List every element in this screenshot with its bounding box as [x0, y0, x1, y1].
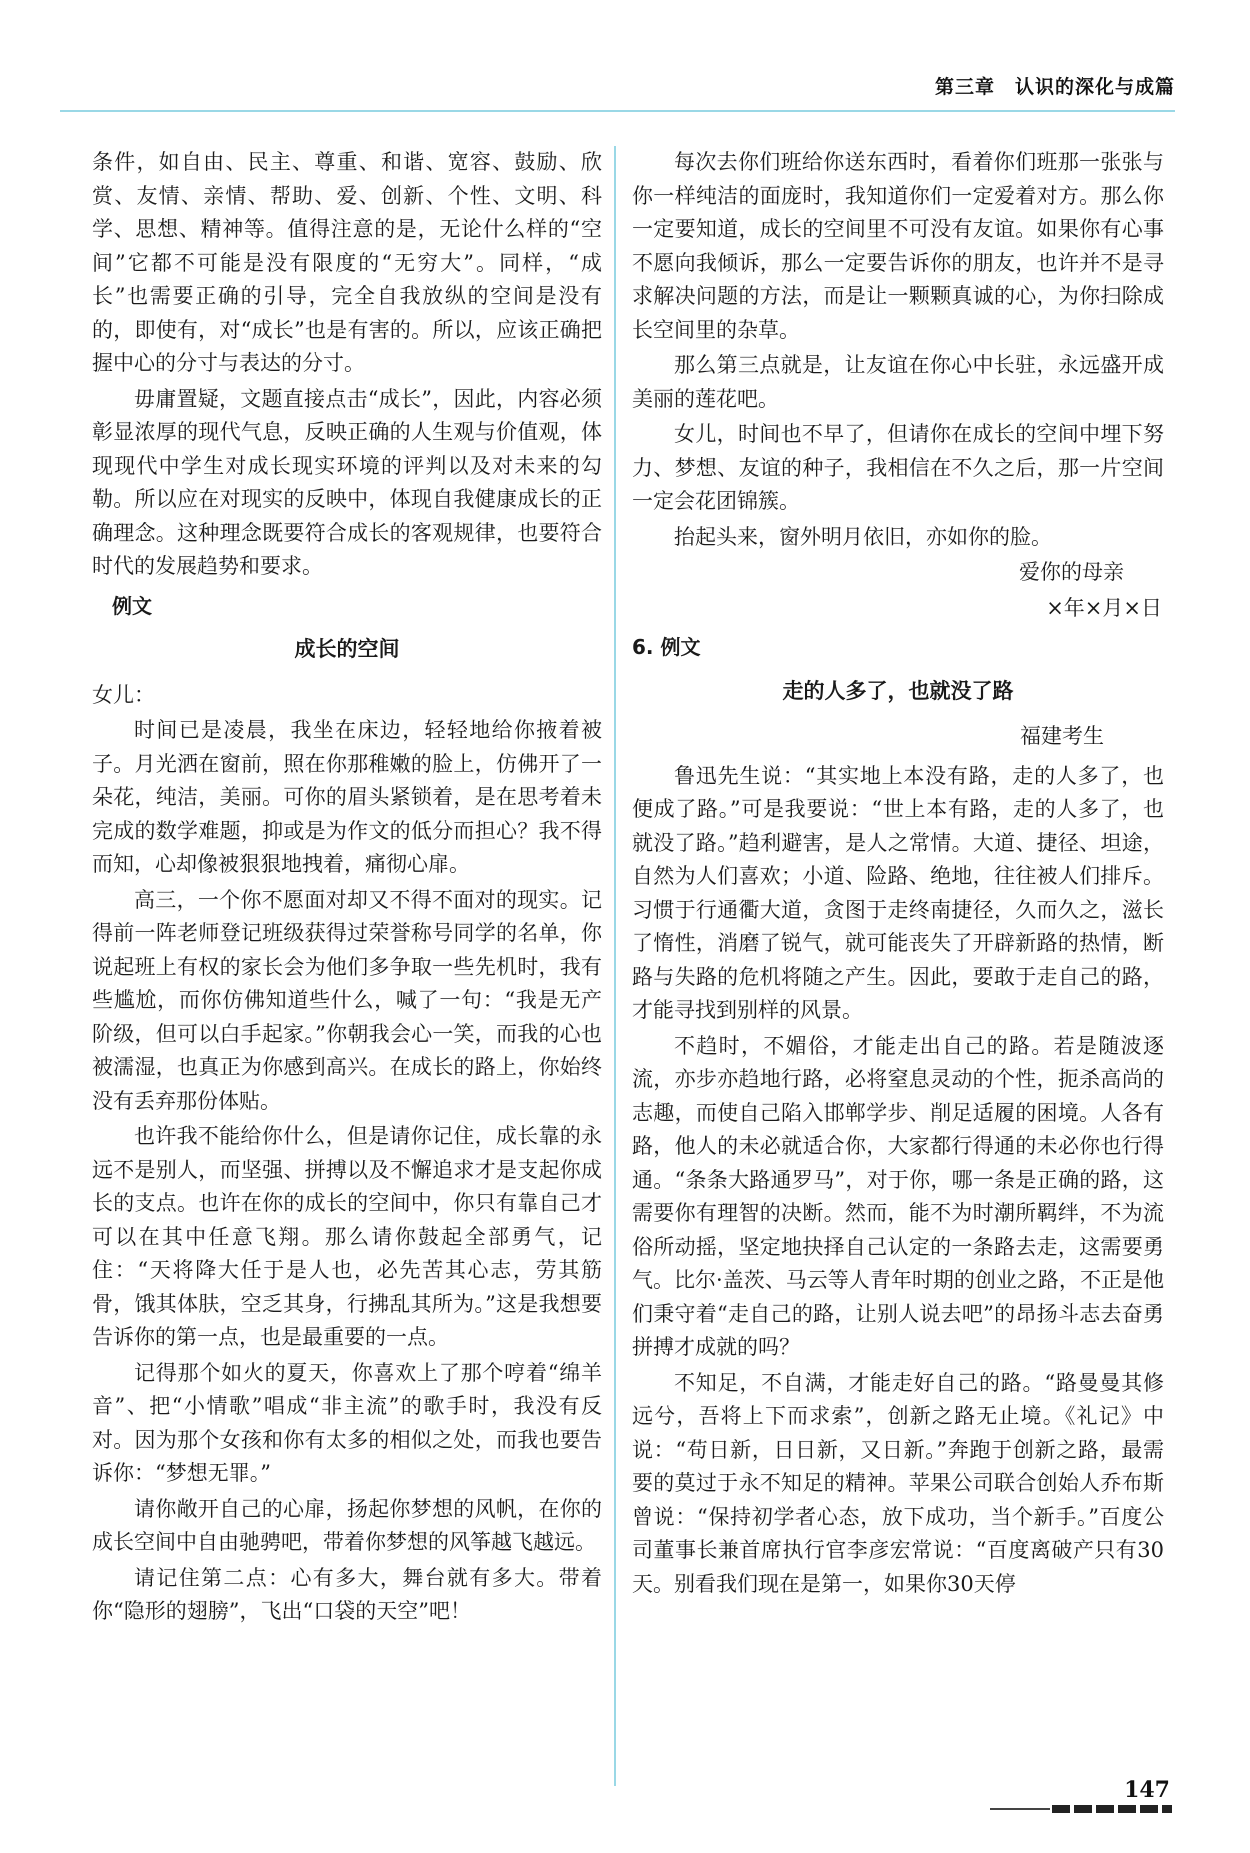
essay-title: 走的人多了，也就没了路: [782, 678, 1014, 703]
paragraph: 毋庸置疑，文题直接点击“成长”，因此，内容必须彰显浓厚的现代气息，反映正确的人生观与价值观，体现现代中学生对成长现实环境的评判以及对未来的勾勒。所以应在对现实的反映中，体现自我健康成长的正确理念。这种理念既要符合成长的客观规律，也要符合时代的发展趋势和要求。: [92, 386, 602, 578]
page-number-ornament: [1052, 1805, 1172, 1813]
paragraph: 记得那个如火的夏天，你喜欢上了那个哼着“绵羊音”、把“小情歌”唱成“非主流”的歌手时，我没有反对。因为那个女孩和你有太多的相似之处，而我也要告诉你：“梦想无罪。”: [92, 1360, 602, 1485]
paragraph: 条件，如自由、民主、尊重、和谐、宽容、鼓励、欣赏、友情、亲情、帮助、爱、创新、个性、文明、科学、思想、精神等。值得注意的是，无论什么样的“空间”它都不可能是没有限度的“无穷大”。同样，“成长”也需要正确的引导，完全自我放纵的空间是没有的，即使有，对“成长”也是有害的。所以，应该正确把握中心的分寸与表达的分寸。: [92, 150, 602, 375]
paragraph: 每次去你们班给你送东西时，看着你们班那一张张与你一样纯洁的面庞时，我知道你们一定爱着对方。那么你一定要知道，成长的空间里不可没有友谊。如果你有心事不愿向我倾诉，那么一定要告诉你的朋友，也许并不是寻求解决问题的方法，而是让一颗颗真诚的心，为你扫除成长空间里的杂草。: [632, 150, 1164, 342]
column-divider: [614, 146, 616, 1786]
paragraph: 鲁迅先生说：“其实地上本没有路，走的人多了，也便成了路。”可是我要说：“世上本有路，走的人多了，也就没了路。”趋利避害，是人之常情。大道、捷径、坦途，自然为人们喜欢；小道、险路、绝地，往往被人们排斥。习惯于行通衢大道，贪图于走终南捷径，久而久之，滋长了惰性，消磨了锐气，就可能丧失了开辟新路的热情，断路与失路的危机将随之产生。因此，要敢于走自己的路，才能寻找到别样的风景。: [632, 763, 1164, 1022]
paragraph: 那么第三点就是，让友谊在你心中长驻，永远盛开成美丽的莲花吧。: [632, 353, 1164, 411]
paragraph: 女儿，时间也不早了，但请你在成长的空间中埋下努力、梦想、友谊的种子，我相信在不久之后，那一片空间一定会花团锦簇。: [632, 422, 1164, 513]
paragraph: 抬起头来，窗外明月依旧，亦如你的脸。: [674, 524, 1052, 549]
salutation: 女儿：: [92, 682, 155, 707]
chapter-title: 第三章 认识的深化与成篇: [934, 76, 1175, 98]
paragraph: 也许我不能给你什么，但是请你记住，成长靠的永远不是别人，而坚强、拼搏以及不懈追求才是支起你成长的支点。也许在你的成长的空间中，你只有靠自己才可以在其中任意飞翔。那么请你鼓起全部勇气，记住：“天将降大任于是人也，必先苦其心志，劳其筋骨，饿其体肤，空乏其身，行拂乱其所为。”这是我想要告诉你的第一点，也是最重要的一点。: [92, 1124, 602, 1349]
signature: 爱你的母亲: [1019, 560, 1124, 584]
paragraph: 高三，一个你不愿面对却又不得不面对的现实。记得前一阵老师登记班级获得过荣誉称号同学的名单，你说起班上有权的家长会为他们多争取一些先机时，我有些尴尬，而你仿佛知道些什么，喊了一句：“我是无产阶级，但可以白手起家。”你朝我会心一笑，而我的心也被濡湿，也真正为你感到高兴。在成长的路上，你始终没有丢弃那份体贴。: [92, 887, 602, 1113]
paragraph: 请记住第二点：心有多大，舞台就有多大。带着你“隐形的翅膀”，飞出“口袋的天空”吧！: [92, 1565, 602, 1623]
paragraph: 请你敞开自己的心扉，扬起你梦想的风帆，在你的成长空间中自由驰骋吧，带着你梦想的风筝越飞越远。: [92, 1496, 602, 1554]
running-header: [60, 70, 1175, 112]
essay-title: 成长的空间: [294, 637, 400, 661]
page-number-rule: [990, 1808, 1050, 1810]
letter-date: ×年×月×日: [1046, 595, 1162, 620]
paragraph: 不知足，不自满，才能走好自己的路。“路曼曼其修远兮，吾将上下而求索”，创新之路无止境。《礼记》中说：“苟日新，日日新，又日新。”奔跑于创新之路，最需要的莫过于永不知足的精神。苹果公司联合创始人乔布斯曾说：“保持初学者心态，放下成功，当个新手。”百度公司董事长兼首席执行官李彦宏常说：“百度离破产只有30天。别看我们现在是第一，如果你30天停: [632, 1370, 1164, 1596]
page-number: 147: [1124, 1777, 1170, 1803]
left-column: [92, 146, 602, 1631]
example-label: 例文: [112, 593, 152, 618]
author-byline: 福建考生: [1020, 724, 1104, 748]
right-column: [632, 146, 1164, 1603]
paragraph: 时间已是凌晨，我坐在床边，轻轻地给你掖着被子。月光洒在窗前，照在你那稚嫩的脸上，仿佛开了一朵花，纯洁，美丽。可你的眉头紧锁着，是在思考着未完成的数学难题，抑或是为作文的低分而担心？我不得而知，心却像被狠狠地拽着，痛彻心扉。: [92, 718, 602, 876]
paragraph: 不趋时，不媚俗，才能走出自己的路。若是随波逐流，亦步亦趋地行路，必将窒息灵动的个性，扼杀高尚的志趣，而使自己陷入邯郸学步、削足适履的困境。人各有路，他人的未必就适合你，大家都行得通的未必你也行得通。“条条大路通罗马”，对于你，哪一条是正确的路，这需要你有理智的决断。然而，能不为时潮所羁绊，不为流俗所动摇，坚定地抉择自己认定的一条路去走，这需要勇气。比尔·盖茨、马云等人青年时期的创业之路，不正是他们秉守着“走自己的路，让别人说去吧”的昂扬斗志去奋勇拼搏才成就的吗？: [632, 1033, 1164, 1359]
example-label: 6. 例文: [632, 635, 701, 659]
